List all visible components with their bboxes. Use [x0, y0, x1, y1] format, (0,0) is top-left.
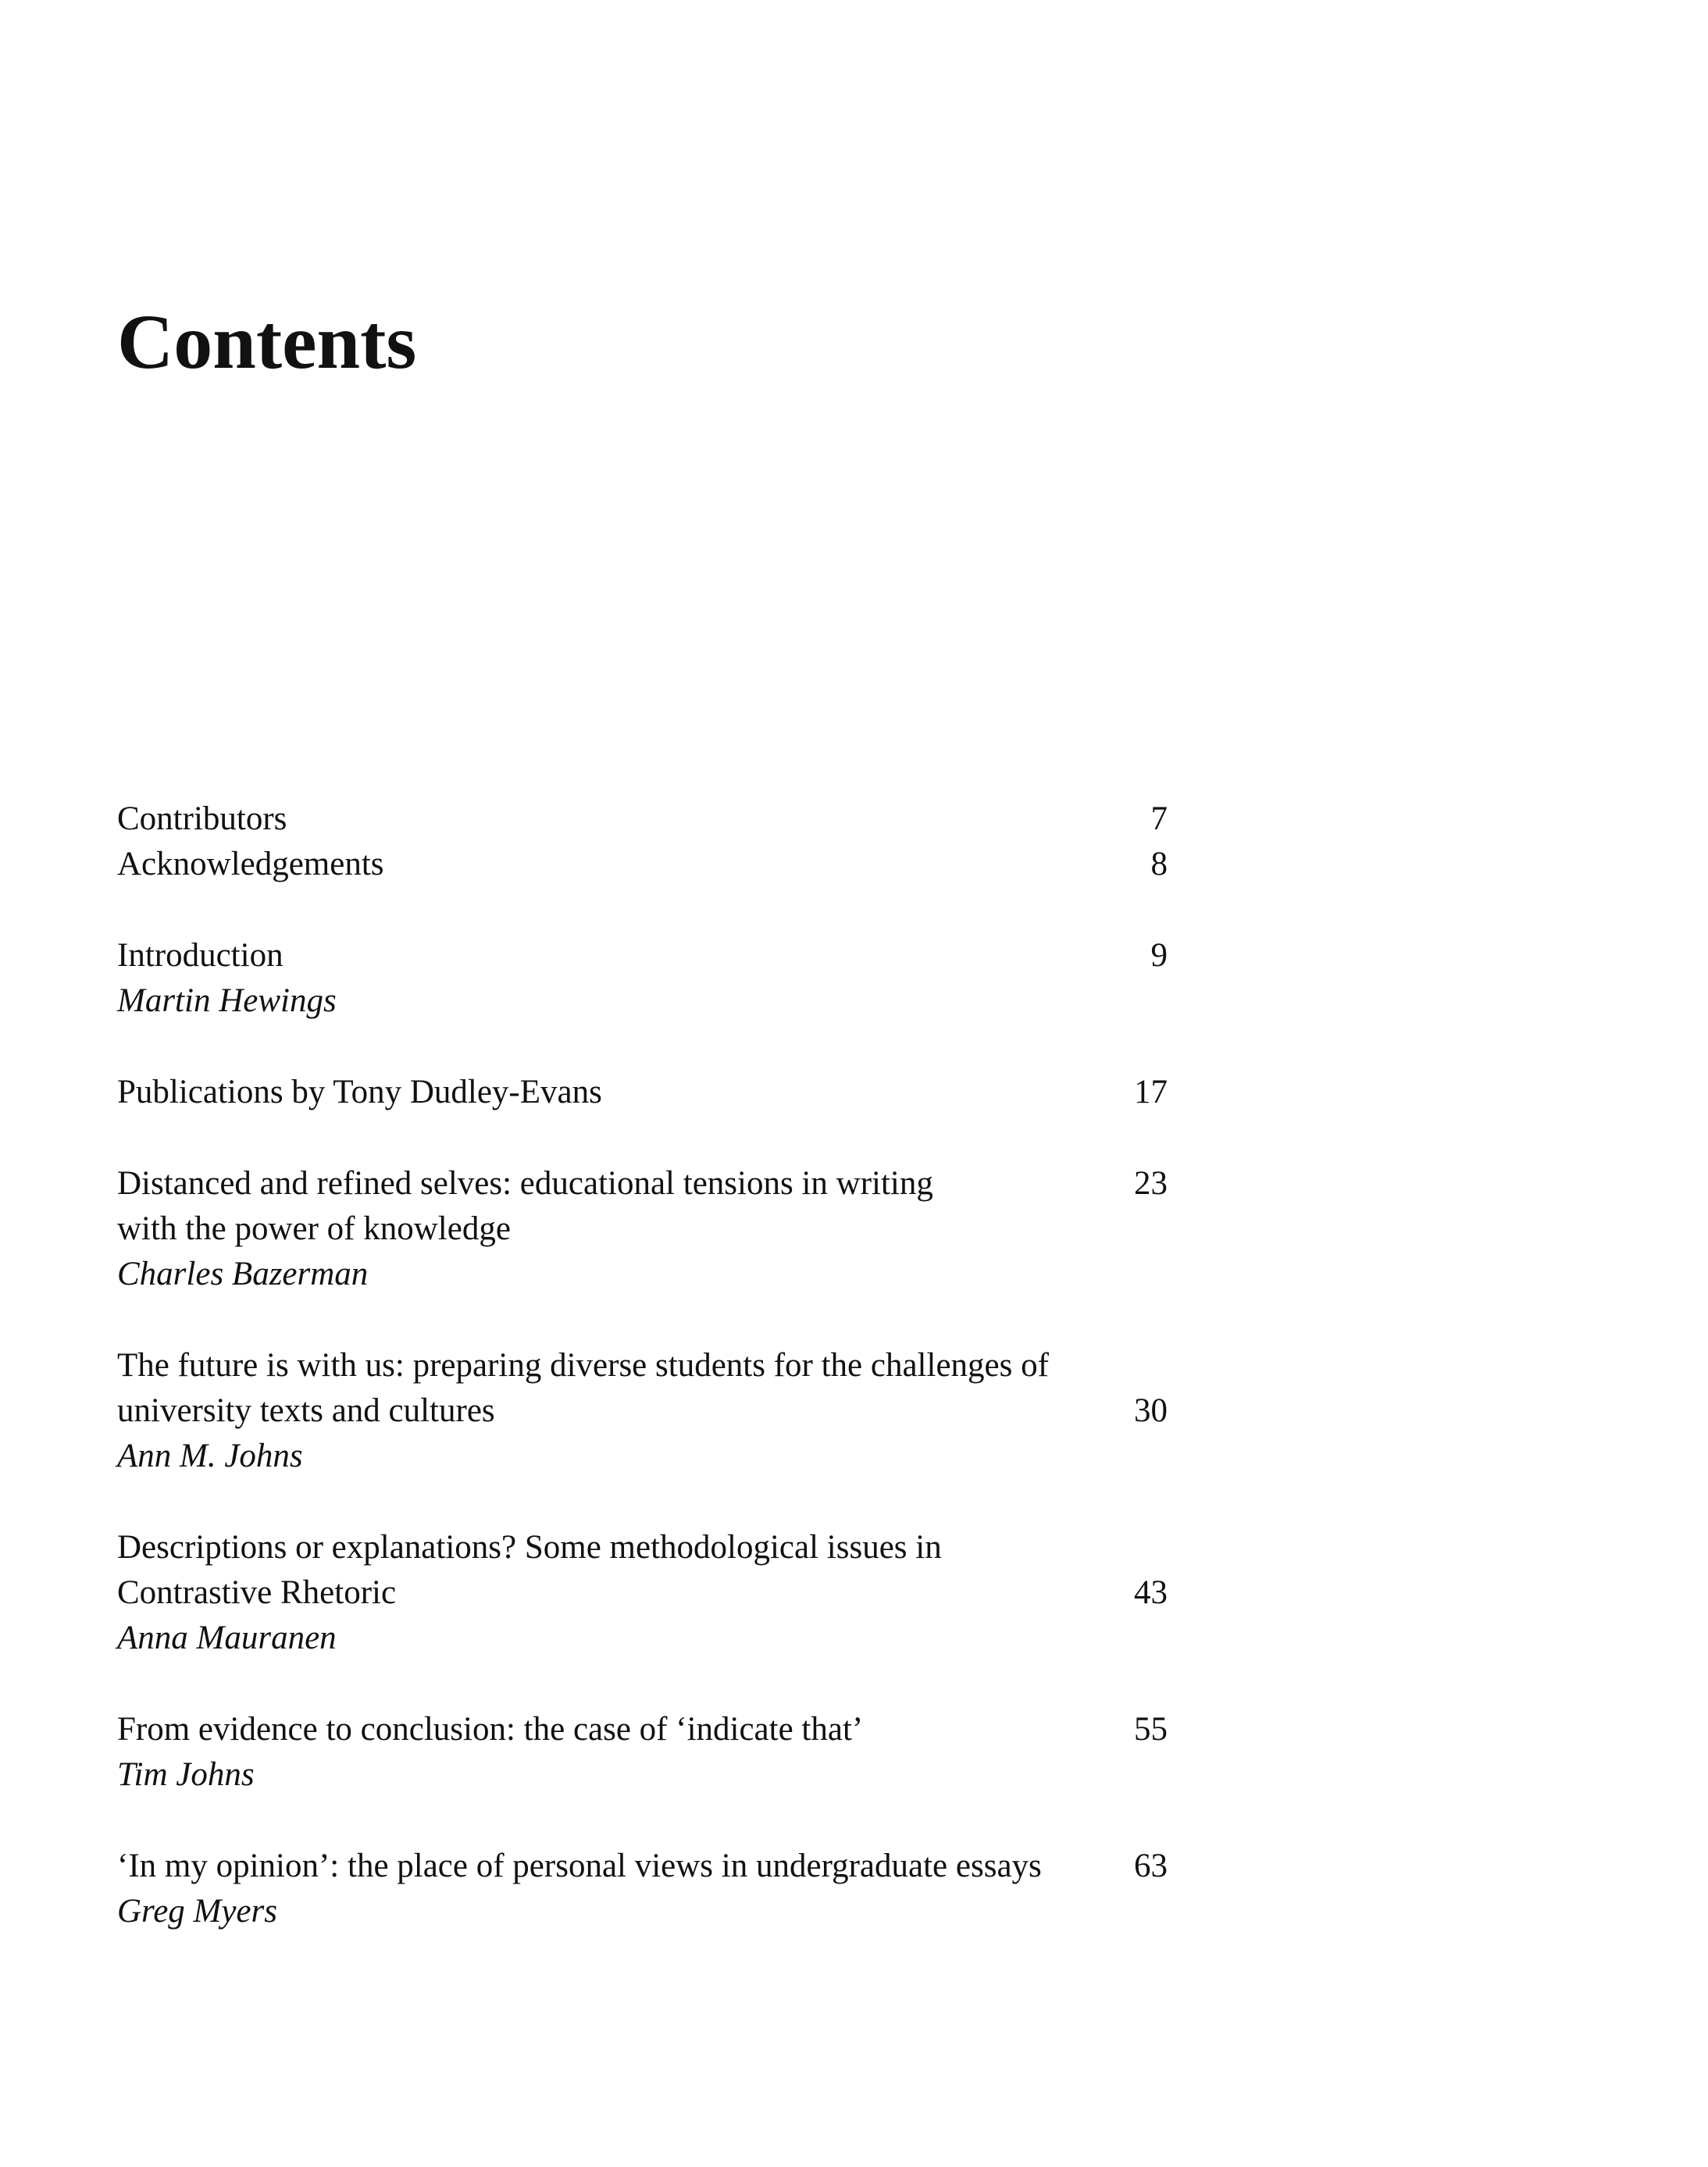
toc-entry-title: From evidence to conclusion: the case of ‘indicate that’	[117, 1711, 864, 1748]
toc-entry-introduction[interactable]	[117, 933, 1168, 1024]
toc-entry-bazerman[interactable]	[117, 1161, 1168, 1297]
toc-entry-title: ‘In my opinion’: the place of personal views in undergraduate essays	[117, 1848, 1042, 1884]
toc-entry-title: Contributors	[117, 800, 287, 837]
toc-page-number: 17	[1134, 1074, 1168, 1110]
toc-entry-title: Introduction	[117, 937, 283, 974]
toc-entry-acknowledgements[interactable]	[117, 842, 1168, 887]
toc-entry-title: The future is with us: preparing diverse students for the challenges of	[117, 1347, 1049, 1384]
page-title: Contents	[117, 298, 417, 385]
toc-entry-publications[interactable]	[117, 1070, 1168, 1115]
toc-entry-myers[interactable]	[117, 1844, 1168, 1934]
toc-entry-contributors[interactable]	[117, 797, 1168, 842]
toc-page-number: 7	[1150, 800, 1168, 837]
toc-page-number: 30	[1134, 1392, 1168, 1429]
toc-entry-title: Contrastive Rhetoric	[117, 1574, 397, 1611]
toc-page-number: 9	[1150, 937, 1168, 974]
toc-entry-title: Acknowledgements	[117, 846, 384, 882]
toc-entry-mauranen[interactable]	[117, 1525, 1168, 1661]
toc-entry-author: Ann M. Johns	[117, 1438, 303, 1474]
toc-entry-author: Tim Johns	[117, 1756, 255, 1793]
toc-entry-johns-ann[interactable]	[117, 1343, 1168, 1479]
toc-page-number: 8	[1150, 846, 1168, 882]
toc-page-number: 63	[1134, 1848, 1168, 1884]
table-of-contents	[117, 797, 1168, 1934]
toc-entry-author: Anna Mauranen	[117, 1620, 337, 1656]
toc-entry-author: Greg Myers	[117, 1893, 277, 1930]
toc-page-number: 23	[1134, 1165, 1168, 1202]
toc-entry-author: Martin Hewings	[117, 982, 337, 1019]
toc-page-number: 55	[1134, 1711, 1168, 1748]
toc-entry-title: Publications by Tony Dudley-Evans	[117, 1074, 602, 1110]
toc-entry-author: Charles Bazerman	[117, 1256, 369, 1292]
toc-entry-title: university texts and cultures	[117, 1392, 495, 1429]
toc-entry-title: Descriptions or explanations? Some methodological issues in	[117, 1529, 942, 1566]
toc-entry-title: with the power of knowledge	[117, 1210, 511, 1247]
toc-entry-title: Distanced and refined selves: educational tensions in writing	[117, 1165, 933, 1202]
toc-page-number: 43	[1134, 1574, 1168, 1611]
toc-entry-johns-tim[interactable]	[117, 1707, 1168, 1798]
